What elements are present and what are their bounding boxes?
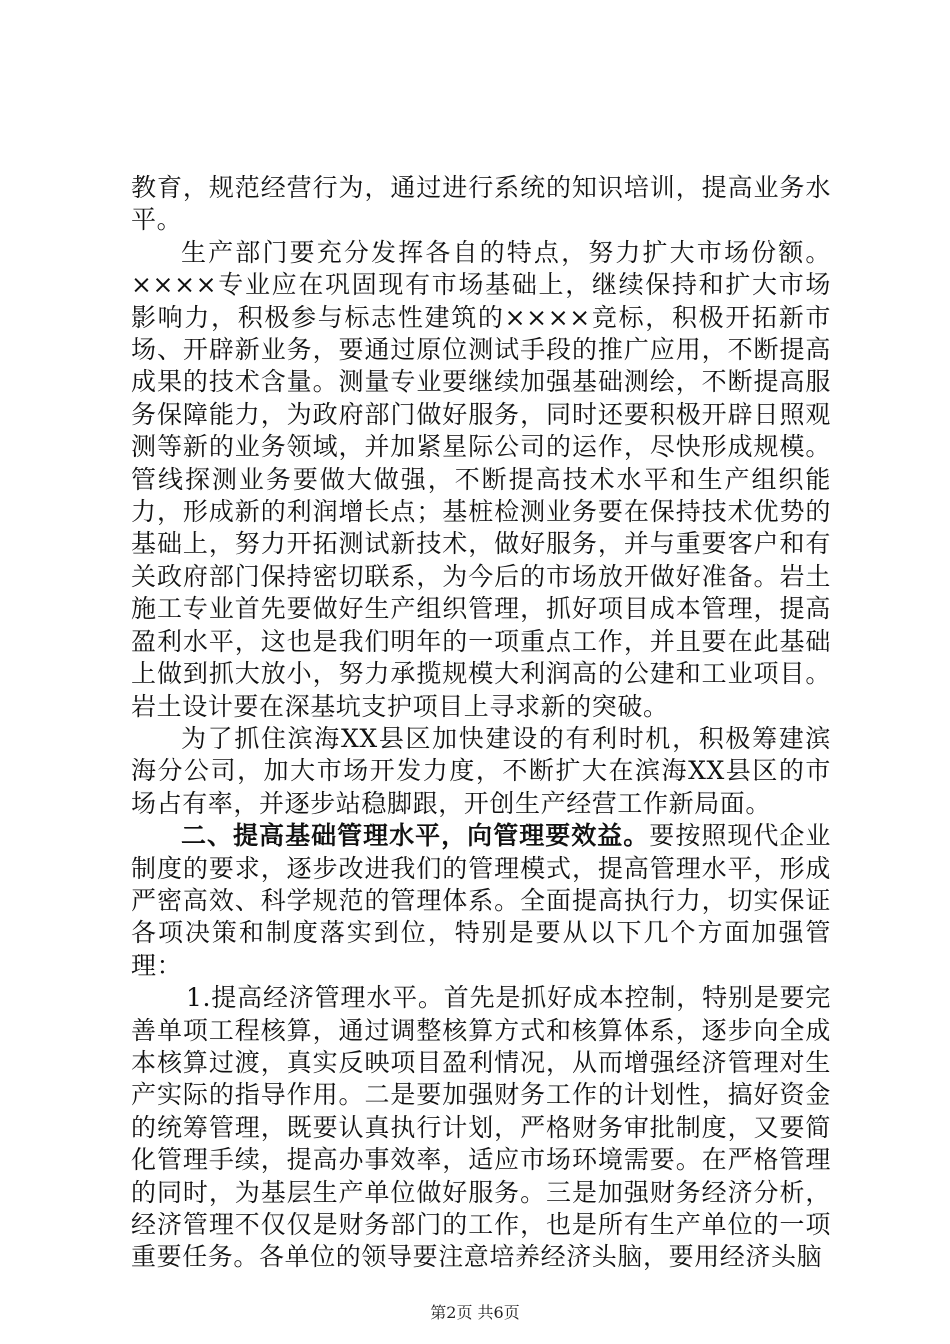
paragraph-1: 教育，规范经营行为，通过进行系统的知识培训，提高业务水平。 (131, 173, 831, 235)
section-heading: 二、提高基础管理水平，向管理要效益。 (181, 821, 650, 851)
page-footer: 第2页 共6页 (430, 1303, 520, 1322)
paragraph-5: 1.提高经济管理水平。首先是抓好成本控制，特别是要完善单项工程核算，通过调整核算方式和核算体系，逐步向全成本核算过渡，真实反映项目盈利情况，从而增强经济管理对生产实际的指导作用。二是要加强财务工作的计划性，搞好资金的统筹管理，既要认真执行计划，严格财务审批制度，又要简化管理手续，提高办事效率，适应市场环境需要。在严格管理的同时，为基层生产单位做好服务。三是加强财务经济分析，经济管理不仅仅是财务部门的工作，也是所有生产单位的一项重要任务。各单位的领导要注意培养经济头脑，要用经济头脑 (131, 983, 831, 1272)
paragraph-2: 生产部门要充分发挥各自的特点，努力扩大市场份额。××××专业应在巩固现有市场基础上，继续保持和扩大市场影响力，积极参与标志性建筑的××××竞标，积极开拓新市场、开辟新业务，要通过原位测试手段的推广应用，不断提高成果的技术含量。测量专业要继续加强基础测绘，不断提高服务保障能力，为政府部门做好服务，同时还要积极开辟日照观测等新的业务领域，并加紧星际公司的运作，尽快形成规模。管线探测业务要做大做强，不断提高技术水平和生产组织能力，形成新的利润增长点；基桩检测业务要在保持技术优势的基础上，努力开拓测试新技术，做好服务，并与重要客户和有关政府部门保持密切联系，为今后的市场放开做好准备。岩土施工专业首先要做好生产组织管理，抓好项目成本管理，提高盈利水平，这也是我们明年的一项重点工作，并且要在此基础上做到抓大放小，努力承揽规模大利润高的公建和工业项目。岩土设计要在深基坑支护项目上寻求新的突破。 (131, 237, 831, 721)
paragraph-4 (131, 820, 831, 982)
paragraph-3: 为了抓住滨海XX县区加快建设的有利时机，积极筹建滨海分公司，加大市场开发力度，不断扩大在滨海XX县区的市场占有率，并逐步站稳脚跟，开创生产经营工作新局面。 (131, 723, 831, 818)
document-body (131, 172, 831, 1274)
paragraph-4-text: 要按照现代企业制度的要求，逐步改进我们的管理模式，提高管理水平，形成严密高效、科学规范的管理体系。全面提高执行力，切实保证各项决策和制度落实到位，特别是要从以下几个方面加强管理： (131, 821, 831, 980)
